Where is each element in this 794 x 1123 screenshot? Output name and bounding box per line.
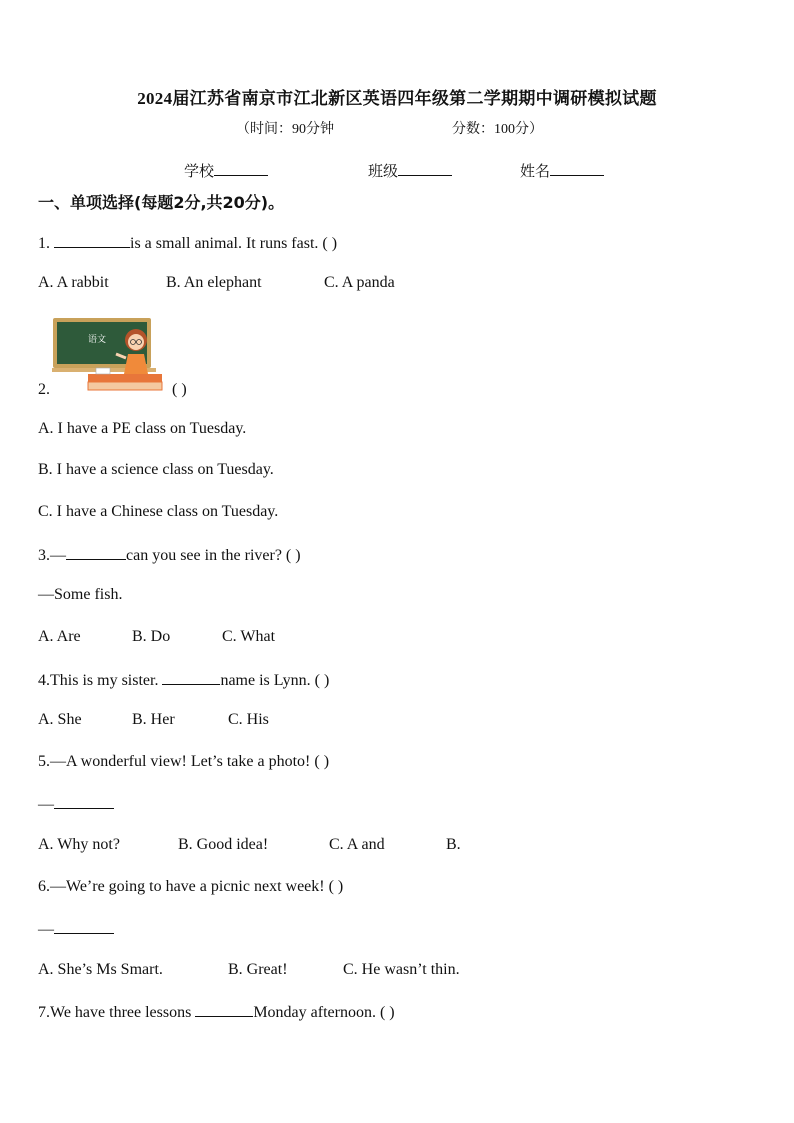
q6-reply [38, 919, 114, 939]
q3-option-a[interactable]: A. Are [38, 628, 81, 645]
question-1 [38, 233, 337, 253]
q2-option-c[interactable]: C. I have a Chinese class on Tuesday. [38, 503, 279, 520]
books [96, 368, 110, 374]
school-field[interactable] [184, 160, 268, 181]
q3-blank[interactable] [66, 545, 126, 560]
q6-option-b[interactable]: B. Great! [228, 961, 288, 978]
q1-blank[interactable] [54, 233, 130, 248]
desk-top [88, 374, 162, 382]
q2-option-a[interactable]: A. I have a PE class on Tuesday. [38, 420, 247, 437]
q6-option-c[interactable]: C. He wasn’t thin. [343, 961, 460, 978]
q6-option-a[interactable]: A. She’s Ms Smart. [38, 961, 163, 978]
q3-option-b[interactable]: B. Do [132, 628, 171, 645]
q6-blank[interactable] [54, 919, 114, 934]
name-field[interactable] [520, 160, 604, 181]
q5-option-b[interactable]: B. Good idea! [178, 836, 269, 853]
q2-number: 2. [38, 381, 50, 398]
name-blank[interactable] [550, 162, 604, 176]
q5-option-c-continued: B. [446, 836, 461, 853]
blackboard-text: 语文 [88, 335, 107, 345]
q6-dash: — [38, 921, 54, 938]
q1-number: 1. [38, 235, 50, 252]
exam-time: （时间：90分钟 [236, 122, 334, 137]
q3-text: can you see in the river? ( ) [126, 547, 301, 564]
exam-score: 分数：100分） [452, 122, 543, 137]
question-4 [38, 670, 329, 690]
q2-paren: ( ) [172, 381, 187, 398]
q1-option-c[interactable]: C. A panda [324, 274, 395, 291]
q5-dash: — [38, 796, 54, 813]
q1-option-a[interactable]: A. A rabbit [38, 274, 109, 291]
q5-text: 5.—A wonderful view! Let’s take a photo! ( ) [38, 753, 330, 770]
q7-text: Monday afternoon. ( ) [253, 1004, 395, 1021]
q7-prefix: 7.We have three lessons [38, 1004, 192, 1021]
question-3 [38, 545, 301, 565]
class-label: 班级 [368, 164, 399, 180]
q5-option-c[interactable]: C. A and [329, 836, 385, 853]
q4-blank[interactable] [162, 670, 220, 685]
q4-option-c[interactable]: C. His [228, 711, 269, 728]
q6-text: 6.—We’re going to have a picnic next week! ( ) [38, 878, 344, 895]
class-blank[interactable] [398, 162, 452, 176]
q1-option-b[interactable]: B. An elephant [166, 274, 262, 291]
q4-option-b[interactable]: B. Her [132, 711, 175, 728]
q5-blank[interactable] [54, 794, 114, 809]
question-7 [38, 1002, 395, 1022]
q4-text: name is Lynn. ( ) [220, 672, 330, 689]
q5-reply [38, 794, 114, 814]
teacher-blackboard-image [52, 316, 168, 392]
q3-option-c[interactable]: C. What [222, 628, 276, 645]
q4-prefix: 4.This is my sister. [38, 672, 159, 689]
q3-number: 3.— [38, 547, 66, 564]
q7-blank[interactable] [195, 1002, 253, 1017]
q4-option-a[interactable]: A. She [38, 711, 82, 728]
desk-front [88, 382, 162, 390]
q1-text: is a small animal. It runs fast. ( ) [130, 235, 338, 252]
q3-reply: —Some fish. [38, 586, 123, 603]
teacher-dress [124, 354, 148, 374]
name-label: 姓名 [520, 164, 551, 180]
q2-option-b[interactable]: B. I have a science class on Tuesday. [38, 461, 274, 478]
school-label: 学校 [184, 164, 215, 180]
school-blank[interactable] [214, 162, 268, 176]
q5-option-a[interactable]: A. Why not? [38, 836, 120, 853]
class-field[interactable] [368, 160, 452, 181]
page-title: 2024届江苏省南京市江北新区英语四年级第二学期期中调研模拟试题 [137, 89, 657, 108]
section-heading: 一、单项选择(每题2分,共20分)。 [38, 193, 285, 212]
